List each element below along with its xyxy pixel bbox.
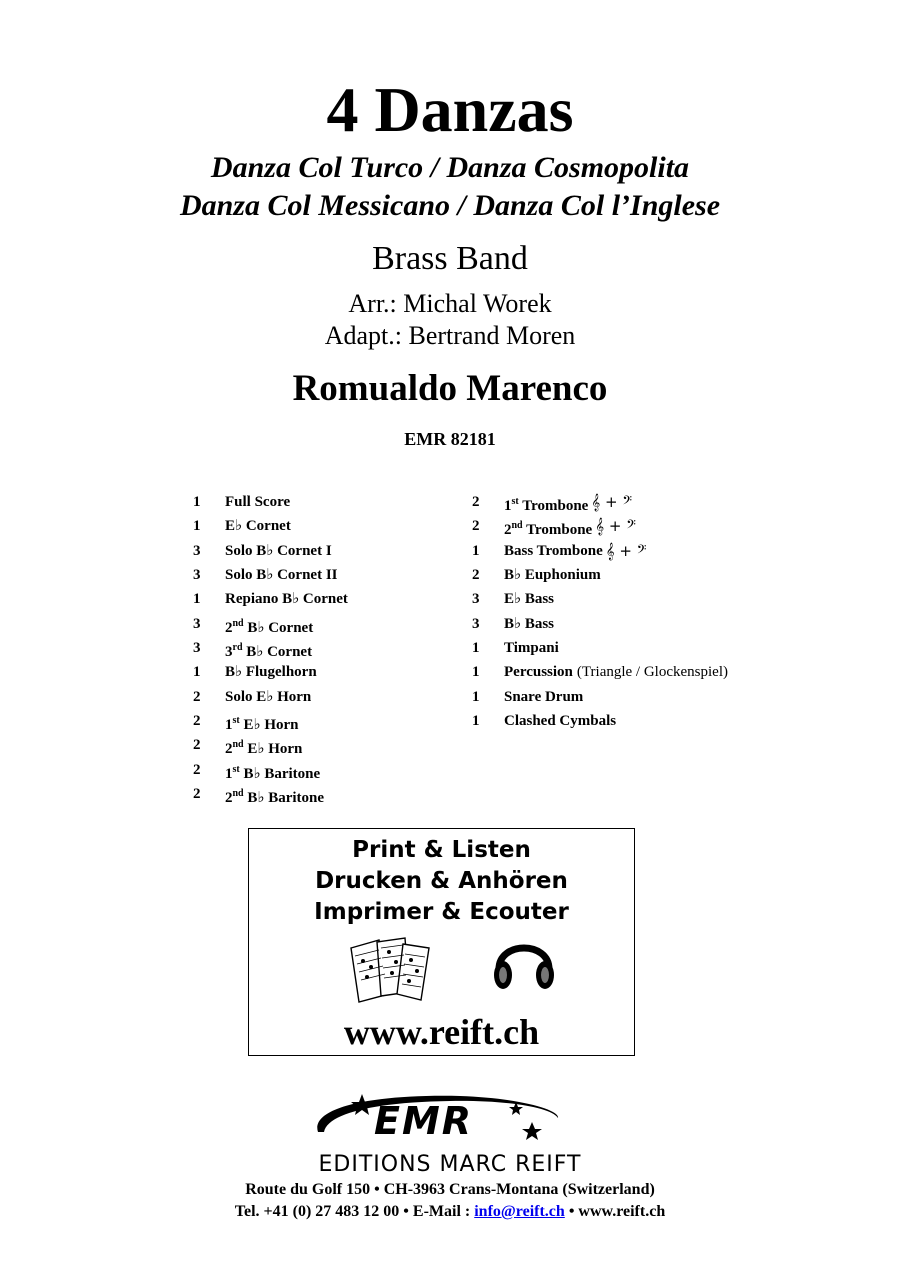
part-quantity: 3	[193, 542, 201, 559]
clef-icons: 𝄞 + 𝄢	[605, 541, 647, 560]
part-name: B♭ Euphonium	[504, 567, 601, 584]
part-row	[193, 782, 348, 806]
clef-icons: 𝄞 + 𝄢	[595, 517, 636, 536]
adapter-credit: Adapt.: Bertrand Moren	[324, 321, 576, 350]
contact-website: • www.reift.ch	[564, 1203, 666, 1220]
part-quantity: 1	[472, 640, 480, 657]
part-quantity: 1	[193, 664, 201, 681]
promo-line-1: Print & Listen	[352, 837, 531, 863]
part-row	[193, 587, 348, 611]
part-row	[193, 733, 348, 757]
subtitle-line-2: Danza Col Messicano / Danza Col l’Inglese	[179, 189, 721, 222]
part-quantity: 2	[193, 737, 201, 754]
parts-list-right	[472, 490, 728, 733]
publisher-contact	[0, 1202, 900, 1222]
part-name: B♭ Flugelhorn	[225, 664, 317, 681]
part-row	[472, 636, 728, 660]
clef-icons: 𝄞 + 𝄢	[591, 493, 632, 511]
part-name: 2nd B♭ Cornet	[225, 617, 314, 636]
part-row	[472, 539, 728, 563]
part-row	[472, 490, 728, 514]
headphones-icon	[489, 929, 559, 999]
part-row	[472, 563, 728, 587]
part-name: Solo E♭ Horn	[225, 688, 312, 705]
part-row	[472, 685, 728, 709]
part-quantity: 3	[472, 615, 480, 632]
part-quantity: 2	[193, 761, 201, 778]
publisher-address: Route du Golf 150 • CH-3963 Crans-Montana (Switzerland)	[245, 1181, 655, 1198]
composer-name: Romualdo Marenco	[292, 368, 608, 409]
part-row	[193, 563, 348, 587]
part-name: Solo B♭ Cornet I	[225, 542, 332, 559]
part-quantity: 3	[193, 640, 201, 657]
print-listen-box	[248, 828, 635, 1056]
part-name: Snare Drum	[504, 688, 584, 705]
part-row	[472, 709, 728, 733]
part-name: 2nd Trombone	[504, 520, 593, 539]
part-quantity: 1	[472, 713, 480, 730]
part-name: B♭ Bass	[504, 615, 555, 632]
part-quantity: 1	[472, 688, 480, 705]
part-row	[193, 490, 348, 514]
part-row	[193, 514, 348, 538]
part-name: Bass Trombone	[504, 542, 603, 559]
part-name: 1st E♭ Horn	[225, 715, 299, 734]
part-quantity: 3	[193, 615, 201, 632]
part-row	[472, 612, 728, 636]
parts-list-left	[193, 490, 348, 806]
part-row	[193, 636, 348, 660]
part-row	[193, 758, 348, 782]
part-quantity: 2	[193, 786, 201, 803]
part-name: Full Score	[225, 494, 291, 510]
part-name: Timpani	[504, 640, 559, 657]
sheet-music-icon	[349, 934, 439, 1004]
part-name: Percussion	[504, 664, 573, 681]
part-name: 1st Trombone	[504, 496, 589, 514]
promo-line-2: Drucken & Anhören	[315, 868, 568, 894]
part-quantity: 1	[193, 494, 201, 510]
subtitle-line-1: Danza Col Turco / Danza Cosmopolita	[210, 151, 690, 184]
part-quantity: 2	[472, 567, 480, 584]
part-quantity: 1	[472, 664, 480, 681]
part-quantity: 2	[193, 713, 201, 730]
part-quantity: 1	[193, 518, 201, 535]
part-quantity: 3	[193, 567, 201, 584]
part-row	[472, 587, 728, 611]
part-name: E♭ Bass	[504, 591, 555, 608]
email-link[interactable]: info@reift.ch	[474, 1203, 565, 1220]
catalog-number: EMR 82181	[404, 429, 496, 449]
contact-phone: Tel. +41 (0) 27 483 12 00 • E-Mail :	[234, 1203, 475, 1220]
part-row	[472, 514, 728, 538]
part-name: 3rd B♭ Cornet	[225, 642, 313, 661]
part-name: Clashed Cymbals	[504, 713, 617, 730]
part-quantity: 3	[472, 591, 480, 608]
ensemble-label: Brass Band	[372, 240, 528, 277]
part-row	[193, 709, 348, 733]
part-name: E♭ Cornet	[225, 518, 291, 535]
part-row	[472, 660, 728, 684]
part-quantity: 1	[472, 542, 480, 559]
part-row	[193, 685, 348, 709]
part-name: 2nd B♭ Baritone	[225, 788, 325, 807]
promo-url: www.reift.ch	[343, 1012, 540, 1052]
part-row	[193, 660, 348, 684]
part-quantity: 2	[472, 518, 480, 535]
svg-text:EMR: EMR	[374, 1099, 474, 1143]
part-note: (Triangle / Glockenspiel)	[576, 664, 728, 681]
publisher-name: EDITIONS MARC REIFT	[318, 1152, 582, 1177]
part-name: Solo B♭ Cornet II	[225, 567, 338, 584]
part-quantity: 2	[193, 688, 201, 705]
part-name: 1st B♭ Baritone	[225, 763, 321, 782]
part-name: Repiano B♭ Cornet	[225, 591, 348, 608]
arranger-credit: Arr.: Michal Worek	[348, 289, 552, 318]
promo-line-3: Imprimer & Ecouter	[314, 899, 569, 925]
part-row	[193, 612, 348, 636]
page-title: 4 Danzas	[326, 74, 574, 145]
emr-logo	[310, 1088, 570, 1148]
part-quantity: 2	[472, 494, 480, 510]
part-name: 2nd E♭ Horn	[225, 739, 303, 758]
part-row	[193, 539, 348, 563]
part-quantity: 1	[193, 591, 201, 608]
